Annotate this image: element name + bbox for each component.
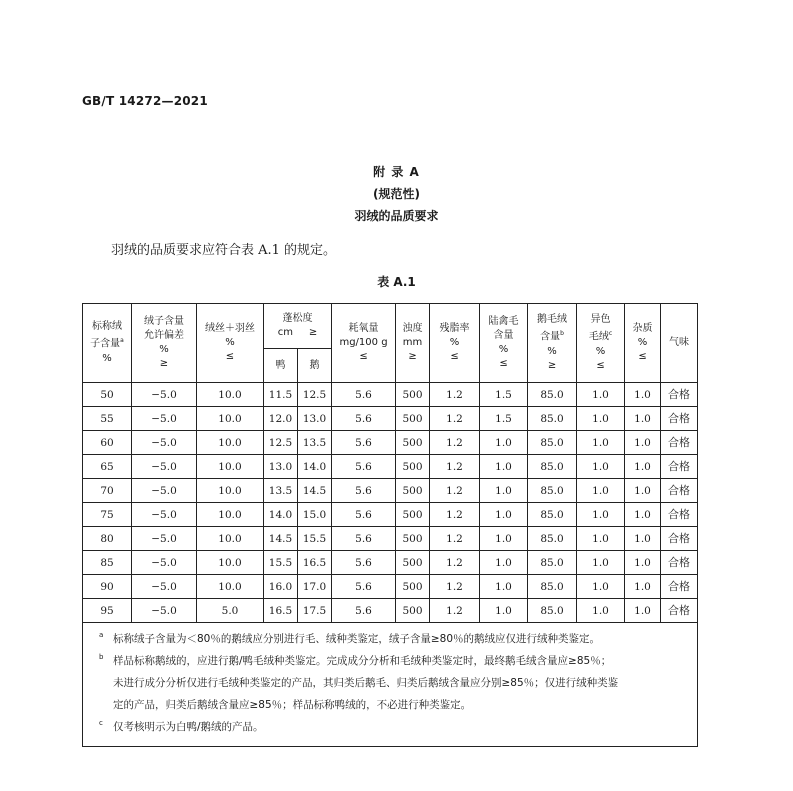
- table-cell: 合格: [661, 527, 698, 551]
- footnote-b-line2: 未进行成分分析仅进行毛绒种类鉴定的产品，其归类后鹅毛、归类后鹅绒含量应分别≥85％；仅进行绒种类鉴: [113, 677, 619, 689]
- table-cell: 5.6: [332, 431, 396, 455]
- annex-subject: 羽绒的品质要求: [354, 209, 439, 223]
- table-cell: −5.0: [132, 455, 197, 479]
- table-cell: 1.5: [480, 407, 528, 431]
- table-cell: 14.0: [264, 503, 298, 527]
- table-cell: 1.0: [480, 503, 528, 527]
- table-cell: 1.0: [625, 599, 661, 623]
- table-cell: 1.0: [625, 455, 661, 479]
- header-turbidity: 浊度 mm ≥: [396, 304, 430, 383]
- header-fill-power-duck: 鸭: [264, 349, 298, 383]
- table-cell: 合格: [661, 455, 698, 479]
- table-cell: −5.0: [132, 383, 197, 407]
- table-cell: 12.5: [298, 383, 332, 407]
- table-cell: −5.0: [132, 479, 197, 503]
- table-cell: 15.5: [298, 527, 332, 551]
- table-cell: 5.6: [332, 527, 396, 551]
- table-cell: 1.0: [625, 383, 661, 407]
- table-cell: 12.0: [264, 407, 298, 431]
- table-cell: 1.0: [480, 575, 528, 599]
- table-cell: 1.0: [577, 503, 625, 527]
- table-cell: 10.0: [197, 431, 264, 455]
- table-cell: 1.0: [577, 527, 625, 551]
- table-cell: 10.0: [197, 479, 264, 503]
- table-cell: 500: [396, 575, 430, 599]
- table-cell: 1.0: [625, 551, 661, 575]
- table-cell: 16.5: [264, 599, 298, 623]
- table-cell: 85: [83, 551, 132, 575]
- table-cell: 500: [396, 503, 430, 527]
- table-cell: 65: [83, 455, 132, 479]
- table-cell: 85.0: [528, 503, 577, 527]
- intro-text: 羽绒的品质要求应符合表 A.1 的规定。: [111, 243, 337, 258]
- footnote-a: a 标称绒子含量为＜80％的鹅绒应分别进行毛、绒种类鉴定，绒子含量≥80％的鹅绒应仅进行绒种类鉴定。: [99, 631, 601, 645]
- table-row: [83, 527, 698, 551]
- table-cell: 1.2: [430, 479, 480, 503]
- table-cell: 合格: [661, 479, 698, 503]
- table-cell: 10.0: [197, 527, 264, 551]
- table-cell: 85.0: [528, 527, 577, 551]
- table-cell: 合格: [661, 551, 698, 575]
- table-row: [83, 407, 698, 431]
- document-code: GB/T 14272—2021: [82, 94, 208, 108]
- table-cell: 1.0: [577, 599, 625, 623]
- header-odor: 气味: [661, 304, 698, 383]
- table-cell: 1.0: [577, 431, 625, 455]
- table-body: [83, 383, 698, 623]
- table-cell: 10.0: [197, 383, 264, 407]
- annex-type: (规范性): [373, 187, 420, 201]
- header-goose-content: 鹅毛绒 含量$^b$ % ≥: [528, 304, 577, 383]
- table-cell: 85.0: [528, 407, 577, 431]
- table-cell: 17.5: [298, 599, 332, 623]
- table-cell: 13.0: [264, 455, 298, 479]
- table-cell: 5.6: [332, 599, 396, 623]
- table-cell: −5.0: [132, 599, 197, 623]
- table-cell: 1.2: [430, 599, 480, 623]
- table-cell: 1.0: [625, 575, 661, 599]
- table-cell: 500: [396, 383, 430, 407]
- table-cell: 16.5: [298, 551, 332, 575]
- table-row: [83, 599, 698, 623]
- table-cell: 500: [396, 455, 430, 479]
- table-cell: 1.0: [625, 527, 661, 551]
- table-cell: 500: [396, 551, 430, 575]
- table-cell: 500: [396, 407, 430, 431]
- header-fill-power-goose: 鹅: [298, 349, 332, 383]
- table-cell: 1.0: [577, 575, 625, 599]
- table-cell: 15.0: [298, 503, 332, 527]
- table-cell: 1.0: [480, 599, 528, 623]
- header-oxygen: 耗氧量 mg/100 g ≤: [332, 304, 396, 383]
- table-cell: 合格: [661, 599, 698, 623]
- table-cell: 10.0: [197, 503, 264, 527]
- table-cell: 500: [396, 527, 430, 551]
- annex-title: 附 录 A: [373, 165, 420, 179]
- footnote-b: b 样品标称鹅绒的，应进行鹅/鸭毛绒种类鉴定。完成成分分析和毛绒种类鉴定时，最终鹅毛绒含量应≥85％；: [99, 653, 612, 667]
- table-cell: 10.0: [197, 455, 264, 479]
- header-color-down: 异色 毛绒$^c$ % ≤: [577, 304, 625, 383]
- table-cell: 1.0: [480, 527, 528, 551]
- table-cell: 1.0: [577, 479, 625, 503]
- table-footnotes: [83, 623, 698, 747]
- table-cell: 500: [396, 479, 430, 503]
- table-cell: 14.5: [264, 527, 298, 551]
- table-cell: 5.0: [197, 599, 264, 623]
- table-cell: −5.0: [132, 503, 197, 527]
- header-tolerance: 绒子含量 允许偏差 % ≥: [132, 304, 197, 383]
- table-cell: 1.2: [430, 383, 480, 407]
- table-cell: 85.0: [528, 431, 577, 455]
- table-cell: 1.2: [430, 527, 480, 551]
- table-cell: 75: [83, 503, 132, 527]
- table-cell: 1.2: [430, 575, 480, 599]
- table-cell: 1.2: [430, 503, 480, 527]
- table-cell: 15.5: [264, 551, 298, 575]
- table-cell: 70: [83, 479, 132, 503]
- table-cell: 1.0: [480, 479, 528, 503]
- table-caption: 表 A.1: [377, 275, 416, 289]
- table-cell: 95: [83, 599, 132, 623]
- table-cell: 合格: [661, 575, 698, 599]
- table-cell: 10.0: [197, 575, 264, 599]
- table-cell: 1.2: [430, 407, 480, 431]
- table-cell: 5.6: [332, 455, 396, 479]
- table-cell: 1.2: [430, 455, 480, 479]
- table-cell: 1.0: [577, 383, 625, 407]
- table-cell: 5.6: [332, 383, 396, 407]
- table-cell: 合格: [661, 431, 698, 455]
- table-cell: 5.6: [332, 407, 396, 431]
- table-row: [83, 503, 698, 527]
- table-cell: 13.5: [264, 479, 298, 503]
- table-cell: 1.0: [480, 431, 528, 455]
- table-cell: 14.5: [298, 479, 332, 503]
- table-cell: 13.5: [298, 431, 332, 455]
- header-fiber-feather: 绒丝＋羽丝 % ≤: [197, 304, 264, 383]
- table-cell: −5.0: [132, 431, 197, 455]
- table-cell: 5.6: [332, 551, 396, 575]
- footnote-b-line3: 定的产品，归类后鹅绒含量应≥85％；样品标称鸭绒的，不必进行种类鉴定。: [113, 699, 472, 711]
- table-cell: 合格: [661, 407, 698, 431]
- table-cell: 10.0: [197, 407, 264, 431]
- table-cell: 1.0: [480, 551, 528, 575]
- header-land-fowl: 陆禽毛 含量 % ≤: [480, 304, 528, 383]
- table-cell: −5.0: [132, 551, 197, 575]
- table-cell: 合格: [661, 383, 698, 407]
- table-cell: 1.0: [480, 455, 528, 479]
- table-cell: 80: [83, 527, 132, 551]
- table-cell: 1.0: [577, 551, 625, 575]
- table-cell: 10.0: [197, 551, 264, 575]
- table-row: [83, 551, 698, 575]
- table-row: [83, 575, 698, 599]
- table-cell: 1.0: [625, 479, 661, 503]
- table-cell: 55: [83, 407, 132, 431]
- quality-requirements-table: [82, 303, 698, 747]
- table-cell: −5.0: [132, 575, 197, 599]
- table-cell: 1.0: [625, 407, 661, 431]
- table-cell: 1.0: [577, 455, 625, 479]
- table-cell: 500: [396, 431, 430, 455]
- table-cell: 1.2: [430, 551, 480, 575]
- table-cell: 13.0: [298, 407, 332, 431]
- table-cell: 85.0: [528, 575, 577, 599]
- table-cell: 17.0: [298, 575, 332, 599]
- table-cell: 85.0: [528, 383, 577, 407]
- header-impurity: 杂质 % ≤: [625, 304, 661, 383]
- table-cell: 50: [83, 383, 132, 407]
- table-cell: 90: [83, 575, 132, 599]
- table-cell: 5.6: [332, 503, 396, 527]
- table-cell: 16.0: [264, 575, 298, 599]
- table-cell: −5.0: [132, 407, 197, 431]
- table-row: [83, 431, 698, 455]
- table-cell: 85.0: [528, 599, 577, 623]
- table-cell: −5.0: [132, 527, 197, 551]
- table-cell: 1.2: [430, 431, 480, 455]
- table-cell: 500: [396, 599, 430, 623]
- header-residual-fat: 残脂率 % ≤: [430, 304, 480, 383]
- table-row: [83, 455, 698, 479]
- table-cell: 1.5: [480, 383, 528, 407]
- table-cell: 85.0: [528, 455, 577, 479]
- header-down-content: 标称绒 子含量$^a$ %: [83, 304, 132, 383]
- footnote-c: c 仅考核明示为白鸭/鹅绒的产品。: [99, 719, 264, 733]
- table-row: [83, 479, 698, 503]
- table-cell: 5.6: [332, 479, 396, 503]
- table-cell: 1.0: [577, 407, 625, 431]
- table-cell: 11.5: [264, 383, 298, 407]
- table-cell: 85.0: [528, 479, 577, 503]
- table-cell: 5.6: [332, 575, 396, 599]
- table-row: [83, 383, 698, 407]
- table-cell: 85.0: [528, 551, 577, 575]
- table-cell: 60: [83, 431, 132, 455]
- table-cell: 12.5: [264, 431, 298, 455]
- header-fill-power: 蓬松度 cm ≥: [264, 304, 332, 349]
- table-cell: 1.0: [625, 431, 661, 455]
- table-cell: 14.0: [298, 455, 332, 479]
- table-cell: 合格: [661, 503, 698, 527]
- table-cell: 1.0: [625, 503, 661, 527]
